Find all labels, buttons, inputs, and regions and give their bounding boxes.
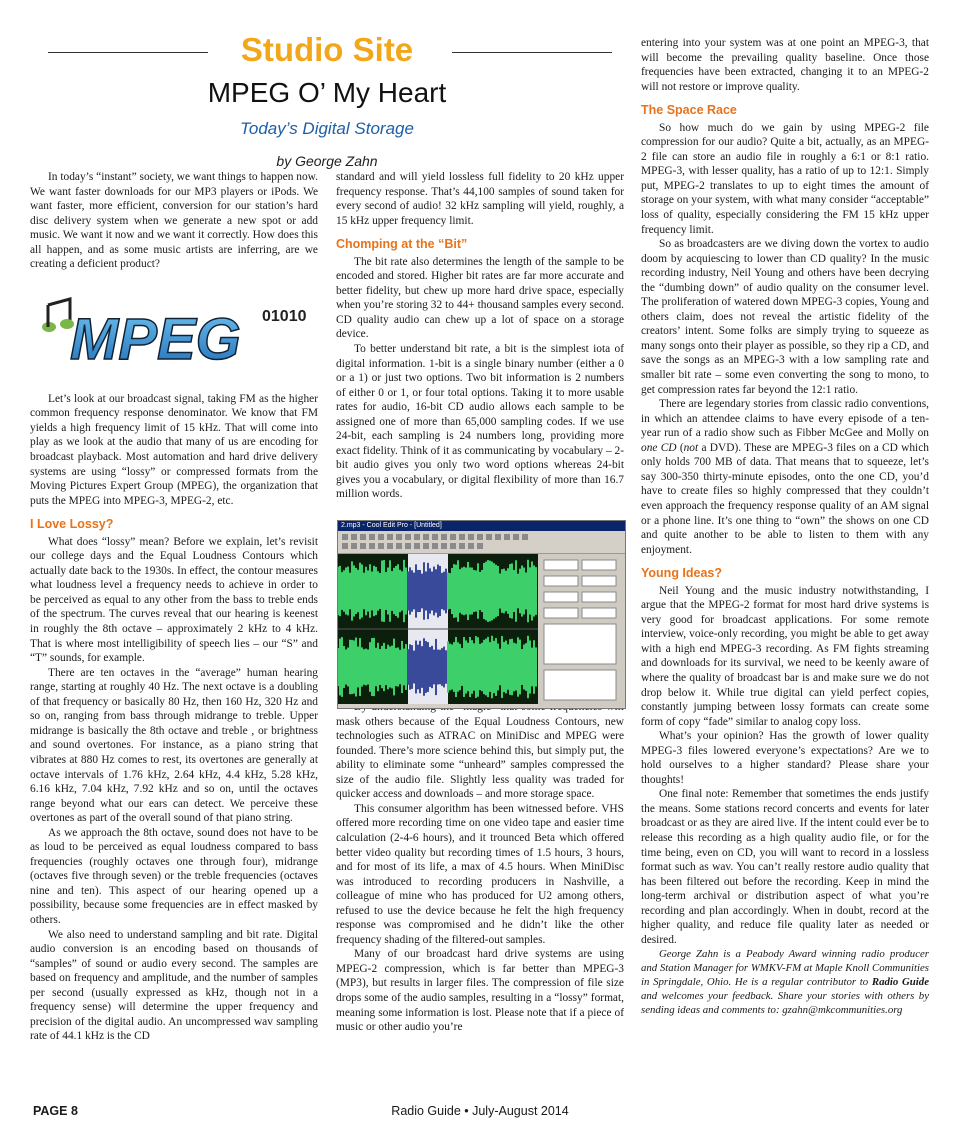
paragraph: Neil Young and the music industry notwithstanding, I argue that the MPEG-2 format for most hard drive systems is very good for broadcast applications. For some remote interview, voice-only recording, you might be able to get away with a high end MPEG-3 recording. As FM fights streaming and downloads for its survival, we need to be keenly aware of where the quality of broadcast bar is and make sure we do not drop below it. While true digital can yield perfect copies, constantly jumping between lossy formats can create some form of copy “fade” similar to analog copy loss. [641, 584, 929, 728]
section-title: Studio Site [240, 31, 414, 68]
logo-text: MPEG [70, 307, 241, 365]
column-3 [641, 36, 929, 1017]
paragraph: So as broadcasters are we diving down the vortex to audio doom by acquiescing to lower than CD quality? In the music recording industry, Neil Young and others have been decrying the “dumbing down” of audio quality on the consumer level. The proliferation of watered down MPEG-3 copies, Young and others claim, does not reveal the artistic fidelity of the creators’ intent. Some folks are simply trying to squeeze as many songs onto their player as possible, so they rip a CD, and save the songs as an MPEG-3 with a low sampling rate and smaller bit rate – some even converting the song to mono, to get compression rates far beyond the 12:1 ratio. [641, 238, 929, 396]
paragraph: mask others because of the Equal Loudness Contours, new technologies such as ATRAC on MiniDisc and MPEG were founded. There’s more science behind this, but simply put, the ability to eliminate some “unheard” samples compressed the size of the audio file. Slightly less quality was traded for quicker access and downloads – and more storage space. [336, 715, 624, 801]
paragraph: Many of our broadcast hard drive systems are using MPEG-2 compression, which is far better than MPEG-3 (MP3), but results in larger files. The compression of file size drops some of the audio samples, resulting in a “lossy” format, meaning some information is lost. Please note that if a piece of music or other audio you’re [336, 948, 624, 1034]
paragraph: This consumer algorithm has been witnessed before. VHS offered more recording time on one video tape and easier time calculation (2-4-6 hours), and it trounced Beta which offered better video quality but recording times of 1.5 hours, 3 hours, and for most of its life, a max of 4.5 hours. When MiniDisc was introduced to recording producers in Nashville, a colleague of mine who has produced for U2 among others, refused to use the device because he felt the high frequency response was compromised and he didn’t like the other frequency shading of the filtered-out samples. [336, 802, 624, 946]
paragraph: standard and will yield lossless full fidelity to 20 kHz upper frequency response. That’s 44,100 samples of sound taken for every second of audio! 32 kHz sampling will yield, roughly, a 15 kHz upper frequency limit. [336, 171, 624, 227]
rule-left [48, 52, 208, 53]
audio-editor-screenshot [337, 520, 626, 709]
paragraph: entering into your system was at one point an MPEG-3, that will become the prevailing quality baseline. Once those frequencies have been extracted, changing it to an MPEG-2 will not restore or improve quality. [641, 37, 929, 93]
editor-title-bar: 2.mp3 - Cool Edit Pro - [Untitled] [338, 521, 625, 531]
text-run: ( [676, 441, 684, 454]
text-run: There are legendary stories from classic radio conventions, in which an attendee claims to have every episode of a ten-year run of a radio show such as Fibber McGee and Molly on [641, 398, 929, 440]
paragraph: What does “lossy” mean? Before we explain, let’s revisit our college days and the Equal Loudness Contours which actually date back to the 1930s. In effect, the contour measures what loudness level a frequency needs to achieve in order to be perceived as equal to any other from the bass to treble ends of the spectrum. The curves reveal that our hearing is keenest in roughly the 8th octave – approximately 2 kHz to 4 kHz. That is where most intelligibility of speech lies – our “S” and “T” sounds, for example. [30, 535, 318, 665]
rule-right [452, 52, 612, 53]
toolbar-icons [338, 531, 625, 553]
paragraph: In today’s “instant” society, we want things to happen now. We want faster downloads for our MP3 players or iPods. We want faster, more efficient, conversion for our station’s hard disc delivery system when we generate a new spot or add music. We want it now and we want it correctly. How does this all happen, and as some music artists are inferring, are we creating a deficient product? [30, 171, 318, 271]
text-run-italic: one CD [641, 441, 677, 454]
paragraph: One final note: Remember that sometimes the ends justify the means. Some stations record concerts and events for later broadcast or as they are aired live. If the intent could ever be to release this recording as a high quality audio file, or for the time being, even on CD, you will want to record in a lossless format such as wav. You can’t really restore audio quality that has been filtered out before the recording. Keep in mind the long-term archival or distribution aspect of what you’re recording and plan accordingly. When in doubt, record at the higher quality, and reduce file quality later as needed or desired. [641, 788, 929, 946]
page-number: PAGE 8 [33, 1104, 78, 1118]
paragraph [641, 397, 929, 557]
article-subtitle: Today’s Digital Storage [240, 119, 414, 138]
masthead [30, 30, 624, 170]
logo-digits: 01010 [262, 308, 307, 325]
article-headline: MPEG O’ My Heart [207, 77, 447, 108]
text-run: a DVD). These are MPEG-3 files on a CD which only holds 700 MB of data. That means that to squeeze, let’s say 300-350 thirty-minute episodes, onto the one CD, you’d have to create files so highly compressed that they couldn’t even approach the frequency response quality of an AM signal or a phone line. It’s one thing to “own” the shows on one CD and quite another to be able to listen to them with any enjoyment. [641, 441, 929, 556]
paragraph: So how much do we gain by using MPEG-2 file compression for our audio? Quite a bit, actually, as an MPEG-2 file can store an audio file in roughly a 6:1 or 8:1 ratio. MPEG-3, with lesser quality, has a ratio of up to 12:1. Simply put, MPEG-2 translates to up to eight times the amount of storage on your system, with what many consider “acceptable” loss of quality, especially considering the FM 15 kHz upper frequency limit. [641, 121, 929, 236]
subheading-i-love-lossy: I Love Lossy? [30, 517, 114, 532]
paragraph: To better understand bit rate, a bit is the simplest iota of digital information. 1-bit is a single binary number (either a 0 or a 1) or just two options. Two bit information is 2 numbers of either 0 or 1, or four total options. Taking it to more usable rates for audio, 16-bit CD audio allows each sample to be assigned one of more than 65,000 sampling codes. If we use 24-bit, each sampling is 24 numbers long, providing more exact fidelity. Think of it as communicating by vocabulary – 2-bit audio gives you only two word options whereas 24-bit gives you a vocabulary, or digital flexibility of more than 16.7 million words. [336, 343, 624, 501]
text-run-italic: not [683, 441, 699, 454]
mpeg-logo-graphic [40, 297, 318, 365]
paragraph: We also need to understand sampling and bit rate. Digital audio conversion is an encoding based on thousands of “samples” of sound or audio every second. The samples are based on frequency and amplitude, and the number of samples per second (usually expressed as kHz, though not in a frequency sense) will determine the upper frequency and precision of the digital audio. An uncompressed wav sampling rate of 44.1 kHz is the CD [30, 928, 318, 1043]
byline: by George Zahn [276, 153, 378, 169]
bio-magazine-name: Radio Guide [871, 976, 929, 989]
mpeg-logo [40, 297, 318, 365]
paragraph: What’s your opinion? Has the growth of lower quality MPEG-3 files lowered everyone’s expectations? Are we to hold ourselves to a higher standard? Please share your thoughts! [641, 730, 929, 786]
paragraph: There are ten octaves in the “average” human hearing range, starting at roughly 40 Hz. The next octave is a doubling of that frequency or basically 80 Hz, then 160 Hz, 320 Hz and so on, ranging from bass through midrange to treble. Upper midrange is basically the 8th octave and treble , or brightness and sound overtones. For instance, as a piano string that vibrates at 880 Hz comes to rest, its overtones are generally at octave intervals of 1.76 kHz, 2.64 kHz, 4.4 kHz, 5.28 kHz, 6.16 kHz, 7.04 kHz, 7.92 kHz and so on, until the octaves range beyond what our ears can detect. We perceive these overtones as part of the overall sound of that piano string. [30, 666, 318, 825]
bio-text: and welcomes your feedback. Share your stories with others by sending ideas and comments to: gzahn@mkcommunities.org [641, 990, 929, 1017]
magazine-issue: Radio Guide • July-August 2014 [391, 1104, 569, 1118]
subheading-space-race: The Space Race [641, 103, 737, 118]
paragraph: The bit rate also determines the length of the sample to be encoded and stored. Higher bit rates are far more accurate and better fidelity, but chew up more hard drive space, especially when you’re storing 32 to 44+ thousand samples every second. CD quality audio can chew up a lot of space on a storage device. [336, 255, 624, 341]
subheading-chomping: Chomping at the “Bit” [336, 237, 468, 252]
editor-toolbar [338, 531, 625, 554]
author-bio [641, 947, 929, 1017]
paragraph: Let’s look at our broadcast signal, taking FM as the higher common frequency response denominator. We know that FM yields a high frequency limit of 15 kHz. That will come into play as we look at the audio that many of us are encoding for broadcast playback. Most automation and hard drive delivery systems are using “lossy” or compressed formats from the Moving Pictures Expert Group (MPEG), the organization that puts the MPEG into MPEG-3, MPEG-2, etc. [30, 392, 318, 507]
bio-text: George Zahn is a Peabody Award winning radio producer and Station Manager for WMKV-FM at Maple Knoll Communities in Springdale, Ohio. He is a regular contributor to [641, 948, 929, 989]
waveform-display [338, 554, 625, 707]
subheading-young-ideas: Young Ideas? [641, 566, 723, 581]
paragraph: As we approach the 8th octave, sound does not have to be as loud to be perceived as equal loudness compared to bass frequencies (roughly octaves one through four), midrange (octaves five through seven) or the treble frequencies (octaves nine and ten). This aspect of our hearing opened up a possibility, because some frequencies are in effect masked by others. [30, 826, 318, 926]
